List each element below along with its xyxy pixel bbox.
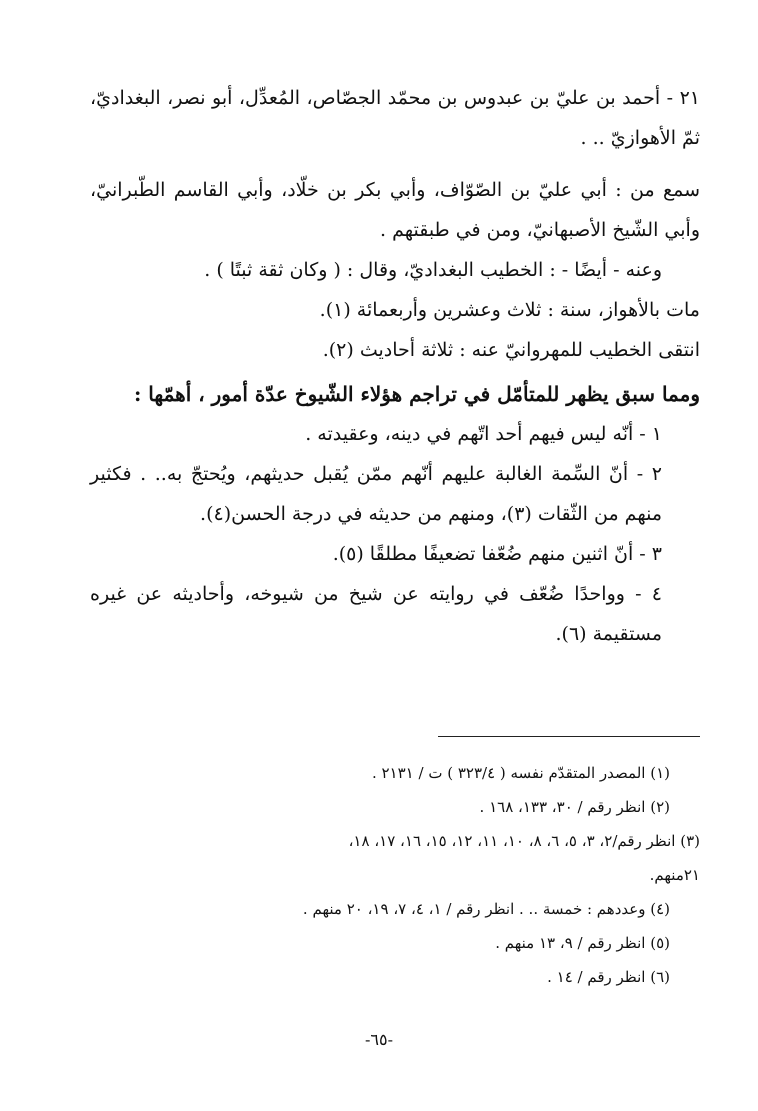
footnotes bbox=[90, 756, 700, 994]
page-number: -٦٥- bbox=[365, 1030, 393, 1049]
main-text bbox=[90, 78, 700, 654]
entry-21: ٢١ - أحمد بن عليّ بن عبدوس بن محمّد الجصّاص، المُعدِّل، أبو نصر، البغداديّ، ثمّ الأهوازيّ .. . bbox=[90, 87, 700, 149]
death-paragraph: مات بالأهواز، سنة : ثلاث وعشرين وأربعمائة (١). bbox=[319, 299, 700, 321]
point-1: ١ - أنّه ليس فيهم أحد اتّهم في دينه، وعقيدته . bbox=[305, 423, 662, 445]
footnote-2: (٢) انظر رقم / ٣٠، ١٣٣، ١٦٨ . bbox=[479, 798, 670, 816]
footnote-6: (٦) انظر رقم / ١٤ . bbox=[547, 968, 670, 986]
narrated-by-paragraph: وعنه - أيضًا - : الخطيب البغداديّ، وقال : ( وكان ثقة ثبتًا ) . bbox=[204, 259, 662, 281]
point-4: ٤ - وواحدًا ضُعّف في روايته عن شيخ من شيوخه، وأحاديثه عن غيره مستقيمة (٦). bbox=[90, 583, 662, 645]
conclusion-heading: ومما سبق يظهر للمتأمّل في تراجم هؤلاء الشّيوخ عدّة أمور ، أهمّها : bbox=[133, 382, 700, 406]
point-3: ٣ - أنّ اثنين منهم ضُعّفا تضعيفًا مطلقًا (٥). bbox=[332, 543, 662, 565]
heard-from-paragraph: سمع من : أبي عليّ بن الصّوّاف، وأبي بكر بن خلّاد، وأبي القاسم الطّبرانيّ، وأبي الشّيخ الأصبهانيّ، ومن في طبقتهم . bbox=[90, 179, 700, 241]
footnote-4: (٤) وعددهم : خمسة .. . انظر رقم / ١، ٤، ٧، ١٩، ٢٠ منهم . bbox=[302, 900, 670, 918]
footnote-3: (٣) انظر رقم/٢، ٣، ٥، ٦، ٨، ١٠، ١١، ١٢، ١٥، ١٦، ١٧، ١٨، bbox=[348, 832, 700, 850]
selection-paragraph: انتقى الخطيب للمهروانيّ عنه : ثلاثة أحاديث (٢). bbox=[322, 339, 700, 361]
footnote-3-continuation: ٢١منهم. bbox=[649, 866, 700, 884]
footnote-divider bbox=[438, 736, 700, 737]
footnote-1: (١) المصدر المتقدّم نفسه ( ٣٢٣/٤ ) ت / ٢١٣١ . bbox=[371, 764, 670, 782]
point-2: ٢ - أنّ السِّمة الغالبة عليهم أنّهم ممّن يُقبل حديثهم، ويُحتجّ به.. . فكثير منهم من الثّقات (٣)، ومنهم من حديثه في درجة الحسن(٤). bbox=[90, 463, 662, 525]
footnote-5: (٥) انظر رقم / ٩، ١٣ منهم . bbox=[495, 934, 670, 952]
